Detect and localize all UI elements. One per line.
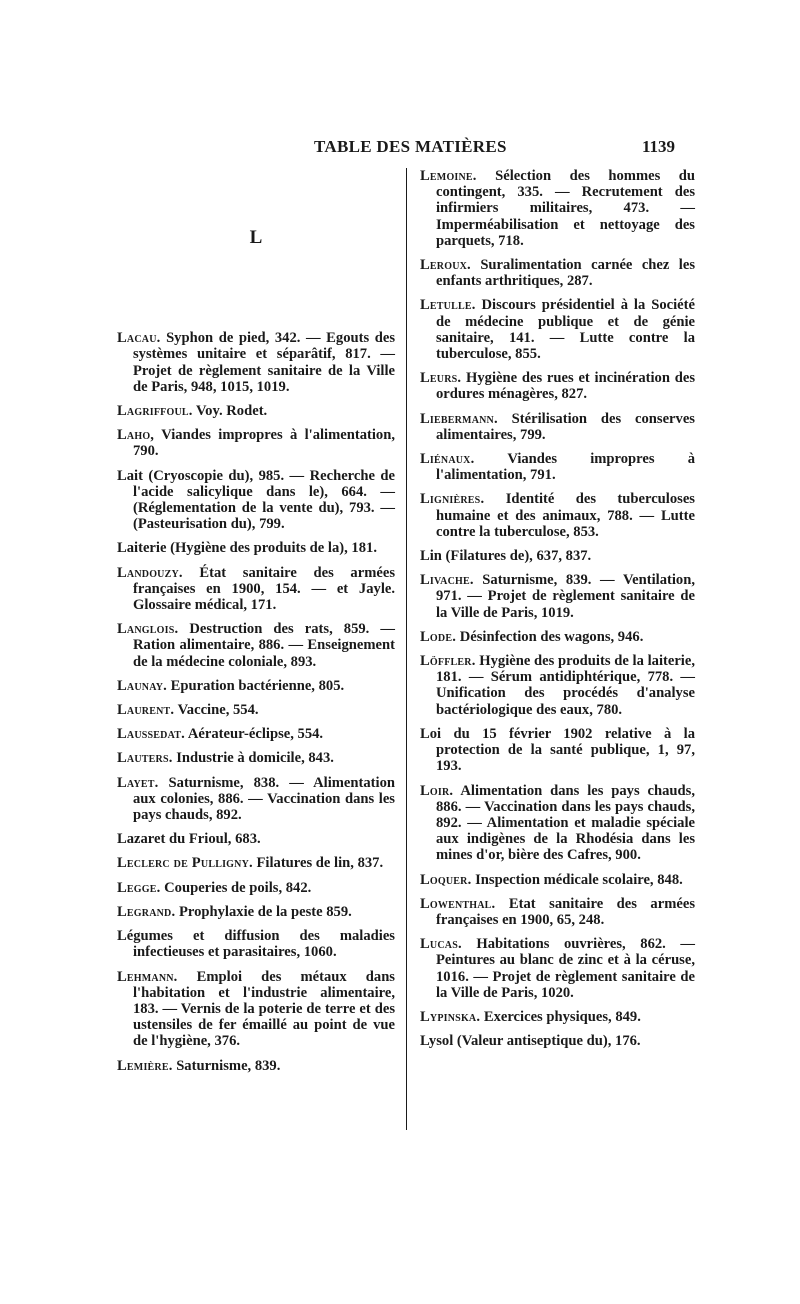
entry-text: Hygiène des produits de la laiterie, 181. — Sérum antidiphtérique, 778. — Unification des procédés d'analyse bactériologique des eaux, 780. [436, 653, 695, 718]
index-entry [420, 491, 695, 540]
column-divider [406, 168, 407, 1130]
index-entry [117, 855, 395, 871]
entry-author-name: Loquer. [420, 871, 472, 888]
entry-author-name: Layet. [117, 774, 159, 791]
index-entry [420, 548, 695, 564]
index-entry [117, 702, 395, 718]
entry-text: Viandes impropres à l'alimentation, 791. [436, 451, 695, 484]
index-entry [117, 565, 395, 614]
right-entry-list [420, 168, 695, 1049]
index-entry [117, 928, 395, 960]
index-entry [420, 1009, 695, 1025]
entry-author-name: Lypinska. [420, 1008, 481, 1025]
index-entry [117, 969, 395, 1050]
entry-text: Hygiène des rues et incinération des ordures ménagères, 827. [436, 370, 695, 403]
entry-text: Voy. Rodet. [192, 403, 268, 420]
entry-text: Légumes et diffusion des maladies infectieuses et parasitaires, 1060. [117, 928, 395, 961]
entry-author-name: Leroux. [420, 257, 471, 274]
index-entry [420, 653, 695, 718]
entry-text: Loi du 15 février 1902 relative à la protection de la santé publique, 1, 97, 193. [420, 725, 695, 775]
entry-author-name: Lagriffoul. [117, 403, 193, 420]
entry-author-name: Laussedat. [117, 726, 185, 743]
entry-text: Inspection médicale scolaire, 848. [471, 871, 683, 888]
entry-text: Vaccine, 554. [174, 702, 259, 719]
index-entry [117, 880, 395, 896]
page-number: 1139 [642, 137, 676, 156]
entry-author-name: Landouzy. [117, 564, 183, 581]
index-entry [117, 1058, 395, 1074]
running-title: TABLE DES MATIÈRES [314, 137, 507, 156]
left-column [117, 168, 395, 1082]
entry-text: Destruction des rats, 859. — Ration alimentaire, 886. — Enseignement de la médecine coloniale, 893. [133, 621, 395, 670]
entry-author-name: Laurent. [117, 702, 175, 719]
entry-text: Industrie à domicile, 843. [172, 750, 334, 767]
entry-text: Saturnisme, 839. [172, 1057, 281, 1074]
entry-text: Discours présidentiel à la Société de médecine publique et de génie sanitaire, 141. — Lutte contre la tuberculose, 855. [436, 297, 695, 363]
entry-text: Lazaret du Frioul, 683. [117, 831, 261, 848]
index-entry [420, 451, 695, 483]
entry-author-name: Langlois. [117, 621, 179, 638]
entry-author-name: Liebermann. [420, 410, 498, 427]
entry-text: État sanitaire des armées françaises en 1900, 154. — et Jayle. Glossaire médical, 171. [133, 564, 395, 614]
index-entry [117, 403, 395, 419]
entry-author-name: Launay. [117, 677, 167, 694]
entry-author-name: Lode. [420, 628, 457, 645]
index-entry [117, 904, 395, 920]
index-entry [117, 468, 395, 533]
index-entry [117, 678, 395, 694]
entry-text: Lysol (Valeur antiseptique du), 176. [420, 1033, 641, 1050]
entry-author-name: Letulle. [420, 297, 476, 314]
entry-text: Couperies de poils, 842. [160, 879, 312, 896]
entry-author-name: Lauters. [117, 750, 173, 767]
index-entry [117, 775, 395, 824]
entry-author-name: Liénaux. [420, 451, 475, 468]
entry-text: Stérilisation des conserves alimentaires, 799. [436, 410, 695, 443]
entry-text: Habitations ouvrières, 862. — Peintures au blanc de zinc et à la céruse, 1016. — Projet de règlement sanitaire de la Ville de Paris, 1020. [436, 936, 695, 1001]
entry-author-name: Lemière. [117, 1057, 173, 1074]
entry-text: Identité des tuberculoses humaine et des animaux, 788. — Lutte contre la tuberculose, 853. [436, 491, 695, 540]
entry-text: Aérateur-éclipse, 554. [185, 726, 324, 743]
entry-author-name: Legge. [117, 879, 161, 896]
entry-author-name: Loir. [420, 782, 454, 799]
index-entry [117, 750, 395, 766]
index-entry [420, 726, 695, 775]
entry-author-name: Lemoine. [420, 168, 477, 184]
entry-text: Saturnisme, 838. — Alimentation aux colonies, 886. — Vaccination dans les pays chauds, 892. [133, 774, 395, 824]
section-letter-heading: L [249, 227, 263, 248]
entry-text: Syphon de pied, 342. — Egouts des systèmes unitaire et séparâtif, 817. — Projet de règlement sanitaire de la Ville de Paris, 948, 1015, 1019. [133, 330, 395, 395]
entry-author-name: Lignières. [420, 491, 485, 508]
index-entry [420, 370, 695, 402]
entry-text: Suralimentation carnée chez les enfants arthritiques, 287. [436, 257, 695, 290]
entry-text: Désinfection des wagons, 946. [456, 628, 644, 645]
entry-author-name: Livache. [420, 572, 474, 589]
entry-author-name: Lacau. [117, 330, 161, 347]
entry-author-name: Laho, [117, 427, 155, 444]
entry-text: Exercices physiques, 849. [480, 1008, 641, 1025]
index-entry [420, 297, 695, 362]
entry-text: Saturnisme, 839. — Ventilation, 971. — Projet de règlement sanitaire de la Ville de Paris, 1019. [436, 572, 695, 621]
index-entry [420, 872, 695, 888]
entry-author-name: Lowenthal. [420, 895, 496, 912]
entry-text: Sélection des hommes du contingent, 335. — Recrutement des infirmiers militaires, 473. — Imperméabilisation et nettoyage des parquets, 718. [436, 168, 695, 249]
entry-author-name: Leclerc de Pulligny. [117, 855, 253, 872]
index-entry [117, 427, 395, 459]
index-entry [117, 330, 395, 395]
index-entry [420, 783, 695, 864]
index-entry [117, 540, 395, 556]
entry-text: Lin (Filatures de), 637, 837. [420, 548, 592, 565]
entry-text: Prophylaxie de la peste 859. [175, 903, 352, 920]
index-entry [117, 621, 395, 670]
entry-author-name: Legrand. [117, 903, 176, 920]
entry-text: Lait (Cryoscopie du), 985. — Recherche de l'acide salicylique dans le), 664. — (Réglementation de la vente du), 793. — (Pasteurisation du), 799. [117, 467, 395, 533]
left-entry-list [117, 330, 395, 1074]
right-column [420, 168, 695, 1057]
entry-text: Etat sanitaire des armées françaises en 1900, 65, 248. [436, 895, 695, 928]
running-head [0, 137, 800, 161]
index-entry [420, 168, 695, 249]
index-entry [420, 572, 695, 621]
entry-author-name: Lehmann. [117, 968, 178, 985]
index-entry [420, 629, 695, 645]
entry-author-name: Löffler. [420, 653, 476, 670]
index-entry [420, 257, 695, 289]
index-entry [117, 831, 395, 847]
index-entry [117, 726, 395, 742]
index-entry [420, 411, 695, 443]
entry-text: Emploi des métaux dans l'habitation et l'industrie alimentaire, 183. — Vernis de la poterie de terre et des ustensiles de fer émaillé au point de vue de l'hygiène, 376. [133, 968, 395, 1050]
entry-text: Laiterie (Hygiène des produits de la), 181. [117, 540, 377, 557]
entry-text: Alimentation dans les pays chauds, 886. — Vaccination dans les pays chauds, 892. — Alimentation et maladie spéciale aux indigènes de la Rhodésia dans les mines d'or, bière des Cafres, 900. [436, 782, 695, 864]
entry-text: Filatures de lin, 837. [252, 855, 384, 872]
index-entry [420, 1033, 695, 1049]
index-entry [420, 896, 695, 928]
entry-text: Viandes impropres à l'alimentation, 790. [133, 427, 395, 460]
entry-text: Epuration bactérienne, 805. [166, 677, 345, 694]
entry-author-name: Lucas. [420, 936, 462, 953]
entry-author-name: Leurs. [420, 370, 462, 387]
index-entry [420, 936, 695, 1001]
